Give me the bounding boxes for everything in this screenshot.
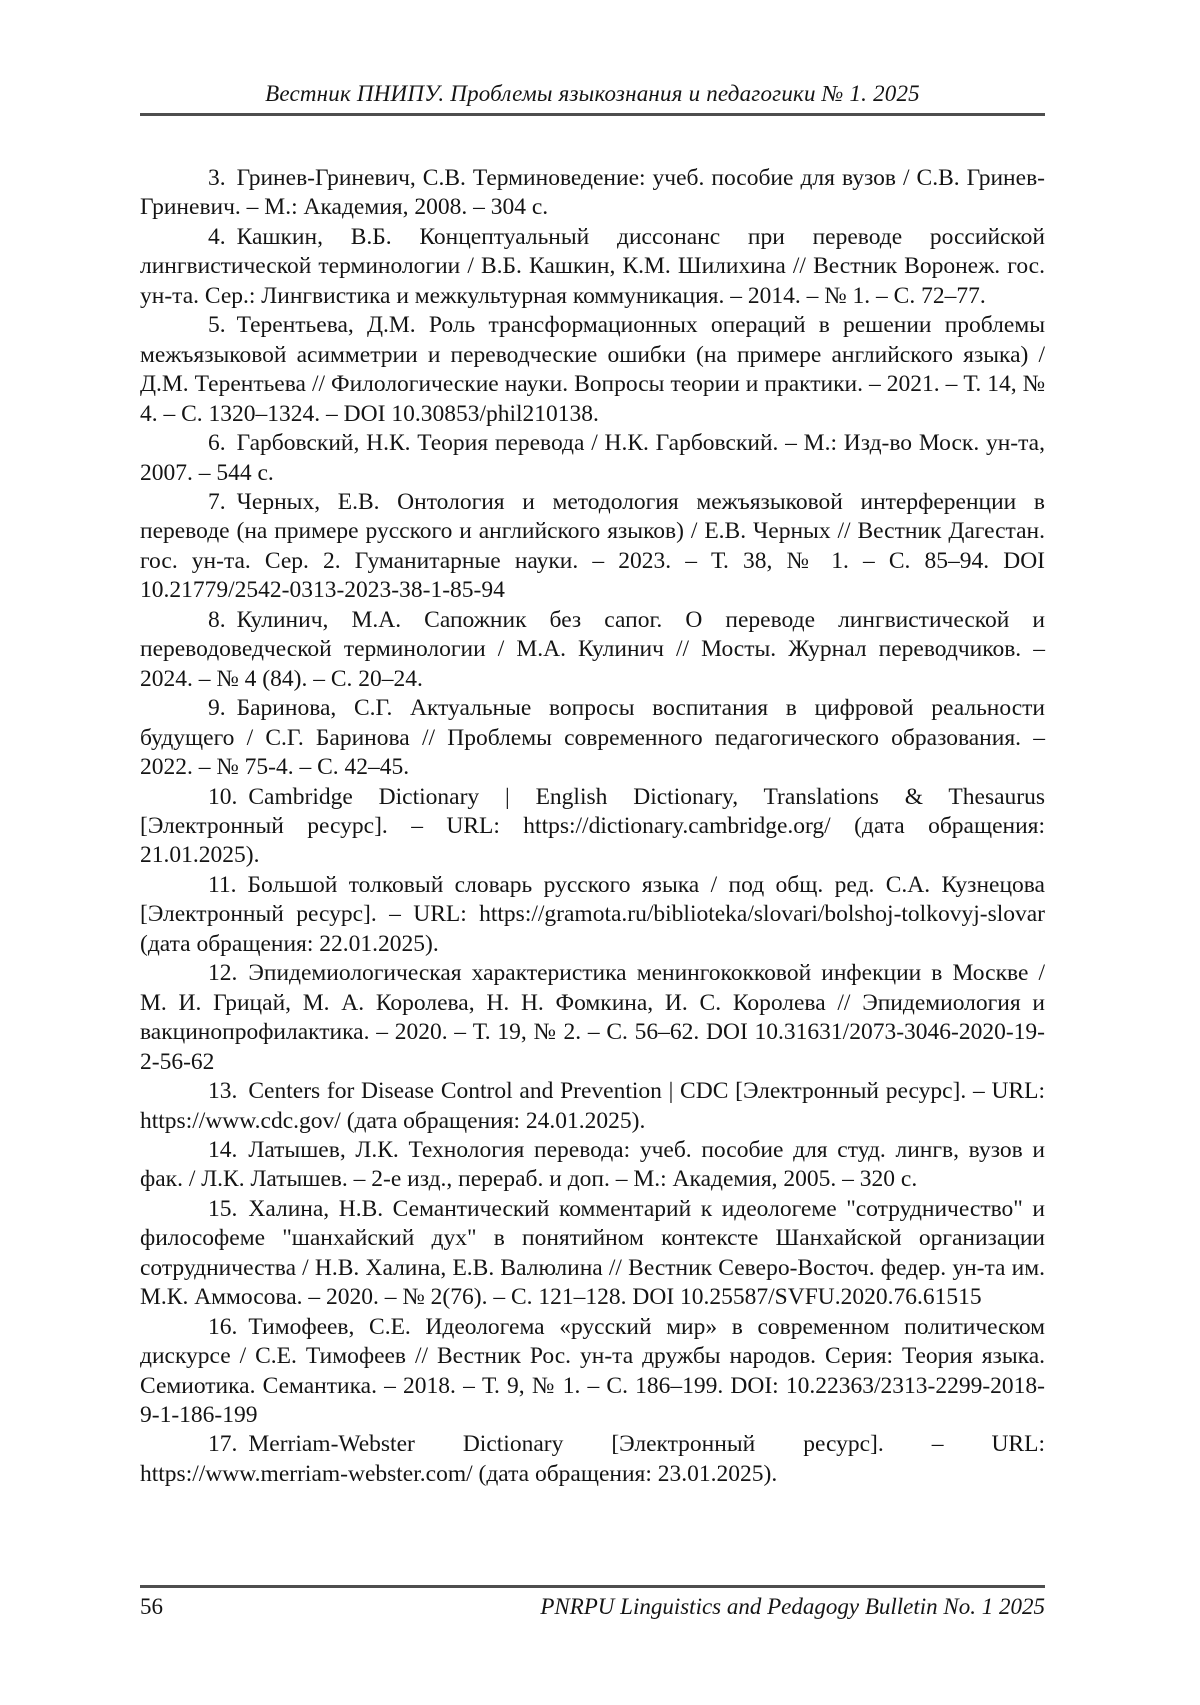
footer-journal-title: PNRPU Linguistics and Pedagogy Bulletin No. 1 2025	[540, 1594, 1045, 1619]
reference-number: 16.	[208, 1313, 238, 1340]
reference-number: 3.	[208, 165, 226, 191]
reference-number: 10.	[208, 783, 238, 810]
reference-item	[140, 1195, 1045, 1313]
reference-number: 14.	[208, 1136, 238, 1163]
reference-text: Терентьева, Д.М. Роль трансформационных операций в решении проблемы межъязыковой асимметрии и переводческие ошибки (на примере английского языка) / Д.М. Терентьева // Филологические науки. Вопросы теории и практики. – 2021. – Т. 14, № 4. – С. 1320–1324. – DOI 10.30853/phil210138.	[140, 312, 1045, 427]
page-footer	[140, 1594, 1045, 1620]
reference-number: 8.	[208, 606, 226, 633]
reference-text: Эпидемиологическая характеристика менингококковой инфекции в Москве / М. И. Грицай, М. А. Королева, Н. Н. Фомкина, И. С. Королева // Эпидемиология и вакцинопрофилактика. – 2020. – Т. 19, № 2. – С. 56–62. DOI 10.31631/2073-3046-2020-19-2-56-62	[140, 960, 1045, 1075]
reference-text: Тимофеев, С.Е. Идеологема «русский мир» в современном политическом дискурсе / С.Е. Тимофеев // Вестник Рос. ун-та дружбы народов. Серия: Теория языка. Семиотика. Семантика. – 2018. – Т. 9, № 1. – С. 186–199. DOI: 10.22363/2313-2299-2018-9-1-186-199	[140, 1313, 1045, 1429]
reference-text: Гарбовский, Н.К. Теория перевода / Н.К. Гарбовский. – М.: Изд-во Моск. ун-та, 2007. – 544 с.	[140, 430, 1045, 486]
reference-item	[140, 1136, 1045, 1195]
reference-item	[140, 959, 1045, 1077]
reference-number: 11.	[208, 871, 237, 898]
reference-text: Большой толковый словарь русского языка / под общ. ред. С.А. Кузнецова [Электронный ресурс]. – URL: https://gramota.ru/biblioteka/slovari/bolshoj-tolkovyj-slovar (дата обращения: 22.01.2025).	[140, 871, 1045, 957]
reference-text: Merriam-Webster Dictionary [Электронный ресурс]. – URL: https://www.merriam-webster.com/ (дата обращения: 23.01.2025).	[140, 1431, 1045, 1487]
reference-number: 7.	[208, 488, 226, 515]
footer-rule	[140, 1585, 1045, 1588]
reference-item	[140, 429, 1045, 488]
reference-number: 15.	[208, 1195, 238, 1222]
reference-number: 6.	[208, 430, 226, 457]
reference-text: Черных, Е.В. Онтология и методология межъязыковой интерференции в переводе (на примере русского и английского языков) / Е.В. Черных // Вестник Дагестан. гос. ун-та. Сер. 2. Гуманитарные науки. – 2023. – Т. 38, № 1. – С. 85–94. DOI 10.21779/2542-0313-2023-38-1-85-94	[140, 488, 1045, 604]
reference-item	[140, 1430, 1045, 1489]
reference-item	[140, 783, 1045, 871]
header-rule	[140, 113, 1045, 116]
running-header-journal-title: Вестник ПНИПУ. Проблемы языкознания и педагогики № 1. 2025	[265, 81, 920, 106]
reference-item	[140, 694, 1045, 782]
reference-number: 9.	[208, 695, 226, 722]
reference-text: Cambridge Dictionary | English Dictionary, Translations & Thesaurus [Электронный ресурс]. – URL: https://dictionary.cambridge.org/ (дата обращения: 21.01.2025).	[140, 783, 1045, 869]
reference-item	[140, 1313, 1045, 1431]
references-list	[140, 164, 1045, 1489]
reference-number: 17.	[208, 1431, 238, 1458]
reference-text: Кашкин, В.Б. Концептуальный диссонанс при переводе российской лингвистической терминологии / В.Б. Кашкин, К.М. Шилихина // Вестник Воронеж. гос. ун-та. Сер.: Лингвистика и межкультурная коммуникация. – 2014. – № 1. – С. 72–77.	[140, 223, 1045, 309]
reference-text: Латышев, Л.К. Технология перевода: учеб. пособие для студ. лингв, вузов и фак. / Л.К. Латышев. – 2-е изд., перераб. и доп. – М.: Академия, 2005. – 320 с.	[140, 1136, 1045, 1193]
reference-number: 12.	[208, 960, 238, 987]
reference-item	[140, 223, 1045, 311]
reference-number: 13.	[208, 1078, 238, 1105]
reference-item	[140, 871, 1045, 959]
reference-text: Кулинич, М.А. Сапожник без сапог. О переводе лингвистической и переводоведческой терминологии / М.А. Кулинич // Мосты. Журнал переводчиков. – 2024. – № 4 (84). – С. 20–24.	[140, 606, 1045, 692]
reference-number: 4.	[208, 223, 226, 250]
footer-page-number: 56	[140, 1594, 163, 1619]
reference-item	[140, 164, 1045, 223]
reference-item	[140, 1077, 1045, 1136]
reference-text: Халина, Н.В. Семантический комментарий к идеологеме "сотрудничество" и философеме "шанхайский дух" в понятийном контексте Шанхайской организации сотрудничества / Н.В. Халина, Е.В. Валюлина // Вестник Северо-Восточ. федер. ун-та им. М.К. Аммосова. – 2020. – № 2(76). – С. 121–128. DOI 10.25587/SVFU.2020.76.61515	[140, 1195, 1045, 1311]
reference-text: Centers for Disease Control and Prevention | CDC [Электронный ресурс]. – URL: https://www.cdc.gov/ (дата обращения: 24.01.2025).	[140, 1078, 1045, 1134]
reference-item	[140, 606, 1045, 694]
reference-text: Гринев-Гриневич, С.В. Терминоведение: учеб. пособие для вузов / С.В. Гринев-Гриневич. – М.: Академия, 2008. – 304 с.	[140, 165, 1045, 221]
reference-text: Баринова, С.Г. Актуальные вопросы воспитания в цифровой реальности будущего / С.Г. Баринова // Проблемы современного педагогического образования. – 2022. – № 75-4. – С. 42–45.	[140, 695, 1045, 781]
reference-item	[140, 488, 1045, 606]
reference-number: 5.	[208, 312, 226, 339]
reference-item	[140, 311, 1045, 429]
